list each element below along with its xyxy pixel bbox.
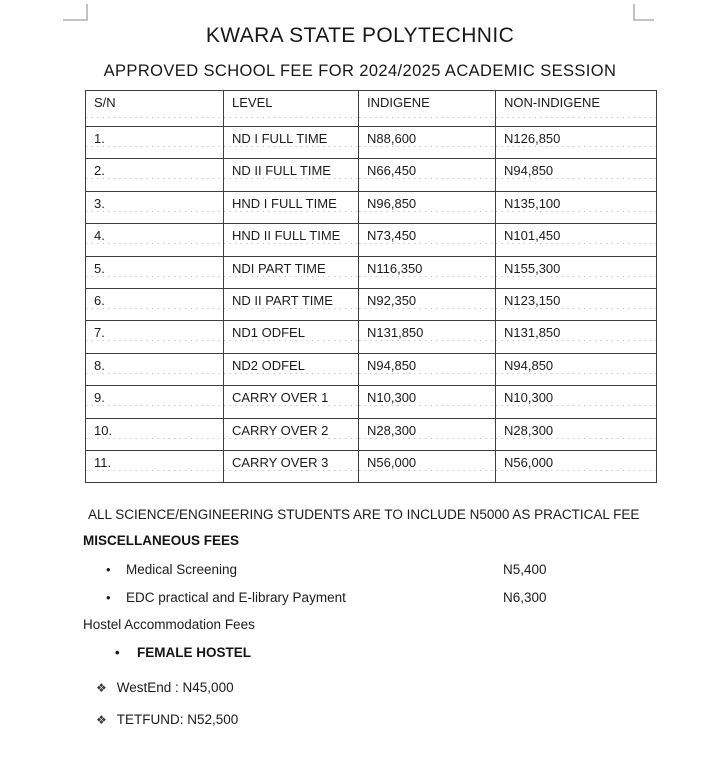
table-row <box>86 127 657 159</box>
table-cell: N28,300 <box>496 418 657 450</box>
column-header: INDIGENE <box>359 91 496 127</box>
table-cell: N28,300 <box>359 418 496 450</box>
miscellaneous-fees-heading: MISCELLANEOUS FEES <box>83 533 240 548</box>
table-cell: 11. <box>86 450 224 482</box>
table-cell: 2. <box>86 159 224 191</box>
table-row <box>86 159 657 191</box>
list-item-edc-payment <box>106 590 346 605</box>
list-item-medical-screening <box>106 562 237 577</box>
table-cell: 1. <box>86 127 224 159</box>
table-cell: N56,000 <box>496 450 657 482</box>
column-header: NON-INDIGENE <box>496 91 657 127</box>
table-cell: N73,450 <box>359 224 496 256</box>
page-subtitle: APPROVED SCHOOL FEE FOR 2024/2025 ACADEMIC SESSION <box>103 62 617 80</box>
table-cell: 7. <box>86 321 224 353</box>
table-cell: N131,850 <box>496 321 657 353</box>
edc-payment-amount: N6,300 <box>503 590 547 605</box>
table-cell: CARRY OVER 2 <box>224 418 359 450</box>
table-cell: NDI PART TIME <box>224 256 359 288</box>
table-cell: ND I FULL TIME <box>224 127 359 159</box>
table-cell: N135,100 <box>496 191 657 223</box>
table-cell: N10,300 <box>496 386 657 418</box>
table-cell: N10,300 <box>359 386 496 418</box>
table-cell: N94,850 <box>496 353 657 385</box>
table-cell: 4. <box>86 224 224 256</box>
table-cell: 5. <box>86 256 224 288</box>
table-cell: N101,450 <box>496 224 657 256</box>
table-cell: ND2 ODFEL <box>224 353 359 385</box>
page-title: KWARA STATE POLYTECHNIC <box>205 24 515 47</box>
table-cell: N66,450 <box>359 159 496 191</box>
table-cell: 6. <box>86 288 224 320</box>
female-hostel-subheading <box>115 645 251 660</box>
list-item-label: WestEnd : N45,000 <box>116 680 234 695</box>
diamond-bullet-icon: ❖ <box>96 681 107 695</box>
hostel-fees-heading: Hostel Accommodation Fees <box>83 617 255 632</box>
practical-fee-note: ALL SCIENCE/ENGINEERING STUDENTS ARE TO INCLUDE N5000 AS PRACTICAL FEE <box>88 507 640 522</box>
table-cell: N88,600 <box>359 127 496 159</box>
list-item-tetfund-hostel <box>96 712 238 727</box>
table-row <box>86 450 657 482</box>
page-corner-mark-left-icon <box>63 4 88 21</box>
list-item-label: Medical Screening <box>126 562 238 577</box>
table-row <box>86 224 657 256</box>
subheading-label: FEMALE HOSTEL <box>137 645 251 660</box>
table-cell: N155,300 <box>496 256 657 288</box>
table-cell: N131,850 <box>359 321 496 353</box>
table-cell: N123,150 <box>496 288 657 320</box>
table-cell: N96,850 <box>359 191 496 223</box>
diamond-bullet-icon: ❖ <box>96 713 107 727</box>
table-cell: N94,850 <box>359 353 496 385</box>
bullet-icon: • <box>115 645 120 660</box>
table-row <box>86 353 657 385</box>
table-row <box>86 418 657 450</box>
table-cell: N92,350 <box>359 288 496 320</box>
table-cell: HND II FULL TIME <box>224 224 359 256</box>
table-row <box>86 256 657 288</box>
table-cell: CARRY OVER 3 <box>224 450 359 482</box>
medical-screening-amount: N5,400 <box>503 562 547 577</box>
table-cell: N56,000 <box>359 450 496 482</box>
bullet-icon: • <box>106 562 111 577</box>
table-cell: 10. <box>86 418 224 450</box>
table-cell: ND II FULL TIME <box>224 159 359 191</box>
table-cell: 8. <box>86 353 224 385</box>
table-header-row <box>86 91 657 127</box>
table-cell: N116,350 <box>359 256 496 288</box>
table-cell: ND II PART TIME <box>224 288 359 320</box>
bullet-icon: • <box>106 590 111 605</box>
table-cell: ND1 ODFEL <box>224 321 359 353</box>
fees-table <box>85 90 657 483</box>
table-cell: N126,850 <box>496 127 657 159</box>
list-item-westend-hostel <box>96 680 234 695</box>
list-item-label: TETFUND: N52,500 <box>116 712 239 727</box>
table-cell: 3. <box>86 191 224 223</box>
table-row <box>86 386 657 418</box>
page-corner-mark-right-icon <box>633 4 654 21</box>
column-header: LEVEL <box>224 91 359 127</box>
table-cell: 9. <box>86 386 224 418</box>
table-cell: HND I FULL TIME <box>224 191 359 223</box>
table-row <box>86 288 657 320</box>
column-header: S/N <box>86 91 224 127</box>
table-row <box>86 191 657 223</box>
table-row <box>86 321 657 353</box>
list-item-label: EDC practical and E-library Payment <box>126 590 346 605</box>
table-cell: N94,850 <box>496 159 657 191</box>
table-cell: CARRY OVER 1 <box>224 386 359 418</box>
